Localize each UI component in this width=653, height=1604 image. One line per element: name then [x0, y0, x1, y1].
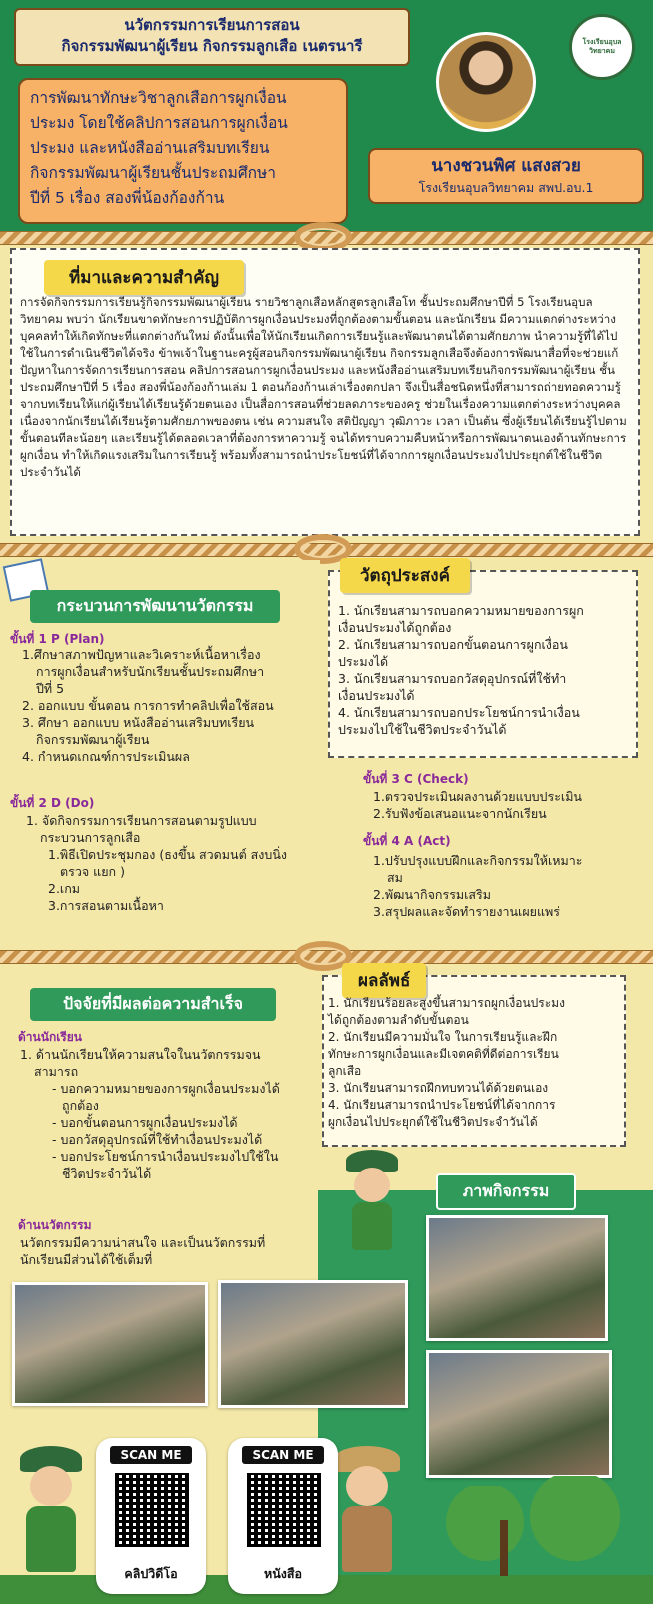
list-item: 1. จัดกิจกรรมการเรียนการสอนตามรูปแบบ [26, 813, 257, 828]
list-item: 2.เกม [48, 881, 81, 896]
steps-check-act [345, 770, 645, 930]
factors-section [0, 972, 320, 1272]
qr-caption-book: หนังสือ [263, 1566, 303, 1581]
list-item: 1.ปรับปรุงแบบฝึกและกิจกรรมให้เหมาะ [373, 853, 583, 868]
scout-girl-illustration [342, 1150, 402, 1250]
list-item: ลูกเสือ [328, 1064, 362, 1078]
results-section [322, 971, 626, 1147]
step3-title: ขั้นที่ 3 C (Check) [363, 772, 469, 786]
list-item: สามารถ [34, 1064, 79, 1079]
background-section [10, 248, 640, 536]
qr-code-video[interactable] [112, 1470, 192, 1550]
scout-girl-left-illustration [14, 1446, 88, 1572]
factors-heading: ปัจจัยที่มีผลต่อความสำเร็จ [30, 988, 276, 1021]
scout-face-icon [346, 1466, 388, 1506]
list-item: นักเรียนมีส่วนได้ใช้เต็มที่ [20, 1252, 153, 1267]
list-item: 2.รับฟังข้อเสนอแนะจากนักเรียน [373, 806, 547, 821]
tree-icon [520, 1476, 630, 1576]
list-item: 3.การสอนตามเนื้อหา [48, 898, 164, 913]
list-item: 2. ออกแบบ ขั้นตอน การการทำคลิปเพื่อใช้สอน [22, 698, 274, 713]
scan-me-label: SCAN ME [242, 1446, 324, 1464]
tree-icon [440, 1486, 530, 1576]
tree-trunk-icon [500, 1520, 508, 1576]
scout-face-icon [354, 1168, 390, 1202]
step1-list [22, 646, 312, 765]
list-item: 3. นักเรียนสามารถฝึกทบทวนได้ด้วยตนเอง [328, 1081, 549, 1095]
list-item: - บอกขั้นตอนการผูกเงื่อนประมงได้ [52, 1115, 238, 1130]
activity-photo [426, 1350, 612, 1478]
step1-title: ขั้นที่ 1 P (Plan) [10, 632, 105, 646]
list-item: 2. นักเรียนสามารถบอกขั้นตอนการผูกเงื่อน [338, 637, 568, 652]
factors-innovation-list [20, 1234, 316, 1268]
process-section [0, 560, 320, 930]
step2-list [26, 812, 316, 914]
subtitle-line: ประมง โดยใช้คลิปการสอนการผูกเงื่อน [30, 114, 288, 132]
list-item: ทักษะการผูกเงื่อนและมีเจตคติที่ดีต่อการเรียน [328, 1047, 559, 1061]
activity-photo [426, 1215, 608, 1341]
factors-innovation-title: ด้านนวัตกรรม [18, 1218, 92, 1232]
scan-me-label: SCAN ME [110, 1446, 192, 1464]
list-item: 3.สรุปผลและจัดทำรายงานเผยแพร่ [373, 904, 560, 919]
subtitle-line: กิจกรรมพัฒนาผู้เรียนชั้นประถมศึกษา [30, 164, 276, 182]
header-banner [0, 0, 653, 235]
subtitle-line: ประมง และหนังสืออ่านเสริมบทเรียน [30, 139, 270, 157]
list-item: 1. ด้านนักเรียนให้ความสนใจในนวัตกรรมจน [20, 1047, 261, 1062]
list-item: 1.ตรวจประเมินผลงานด้วยแบบประเมิน [373, 789, 582, 804]
list-item: ประมงไปใช้ในชีวิตประจำวันได้ [338, 722, 507, 737]
list-item: กิจกรรมพัฒนาผู้เรียน [36, 732, 150, 747]
factors-students-list [20, 1046, 316, 1182]
results-heading: ผลลัพธ์ [342, 963, 426, 998]
scout-boy-illustration [330, 1446, 404, 1572]
qr-caption-video: คลิปวิดีโอ [124, 1566, 178, 1581]
background-text: การจัดกิจกรรมการเรียนรู้กิจกรรมพัฒนาผู้เรียน รายวิชาลูกเสือหลักสูตรลูกเสือโท ชั้นประถมศึกษาปีที่ 5 โรงเรียนอุบลวิทยาคม พบว่า นักเรียนขาดทักษะการปฏิบัติการผูกเงื่อนประมงที่ถูกต้องตามขั้นตอน และนักเรียน มีความแตกต่างระหว่างบุคคลทำให้เกิดทักษะที่แตกต่างกันใหม่ ดังนั้นเพื่อให้นักเรียนเกิดการเรียนรู้และพัฒนาตนได้ตามศักยภาพ นำความรู้ที่ได้ไปใช้ในการดำเนินชีวิตได้จริง ข้าพเจ้าในฐานะครูผู้สอนกิจกรรมพัฒนาผู้เรียน กิจกรรมลูกเสือจึงต้องการพัฒนาสื่อที่จะช่วยแก้ปัญหาในการจัดการเรียนการสอน คลิปการสอนการผูกเงื่อนประมง และหนังสืออ่านเสริมบทเรียนกิจกรรมพัฒนาผู้เรียน ชั้นประถมศึกษาปีที่ 5 เรื่อง สองพี่น้องก้องก้านเล่ม 1 ตอนก้องก้านเล่าเรื่องตกปลา จึงเป็นสื่อชนิดหนึ่งที่สามารถถ่ายทอดความรู้จากบทเรียนให้แก่ผู้เรียนได้เรียนรู้ด้วยตนเอง เป็นสื่อการสอนที่ช่วยลดภาระของครู ช่วยในเรื่องความแตกต่างระหว่างบุคคล เนื่องจากนักเรียนได้เรียนรู้ตามศักยภาพของตน เช่น ความสนใจ สติปัญญา วุฒิภาวะ เวลา เป็นต้น ซึ่งผู้เรียนได้เรียนรู้ไปตามขั้นตอนทีละน้อยๆ และเรียนรู้ได้ตลอดเวลาที่ต้องการหาความรู้ จนได้ทราบความคืบหน้าหรือการพัฒนาตนเองด้านทักษะการผูกเงื่อน ทำให้เกิดแรงเสริมในการเรียนรู้ พร้อมทั้งสามารถนำประโยชน์ที่ได้จากการผูกเงื่อนประมงไปประยุกต์ใช้ในชีวิตประจำวันได้ [20, 295, 627, 479]
list-item: 2.พัฒนากิจกรรมเสริม [373, 887, 492, 902]
list-item: - บอกประโยชน์การนำเงื่อนประมงไปใช้ใน [52, 1149, 279, 1164]
list-item: สม [387, 870, 403, 885]
list-item: ชีวิตประจำวันได้ [62, 1166, 152, 1181]
list-item: 3. ศึกษา ออกแบบ หนังสืออ่านเสริมบทเรียน [22, 715, 255, 730]
school-logo-text: โรงเรียนอุบลวิทยาคม [582, 38, 622, 55]
subtitle-line: ปีที่ 5 เรื่อง สองพี่น้องก้องก้าน [30, 189, 225, 207]
list-item: เงื่อนประมงได้ [338, 688, 415, 703]
list-item: - บอกความหมายของการผูกเงื่อนประมงได้ [52, 1081, 280, 1096]
process-heading: กระบวนการพัฒนานวัตกรรม [30, 590, 280, 623]
list-item: ถูกต้อง [62, 1098, 99, 1113]
list-item: กระบวนการลูกเสือ [40, 830, 141, 845]
list-item: ได้ถูกต้องตามลำดับขั้นตอน [328, 1013, 469, 1027]
subtitle-line: การพัฒนาทักษะวิชาลูกเสือการผูกเงื่อน [30, 89, 287, 107]
activity-photo [218, 1280, 408, 1408]
list-item: ประมงได้ [338, 654, 389, 669]
list-item: 4. นักเรียนสามารถบอกประโยชน์การนำเงื่อน [338, 705, 580, 720]
step3-list [373, 788, 643, 822]
scout-face-icon [30, 1466, 72, 1506]
school-logo [569, 14, 635, 80]
activity-heading: ภาพกิจกรรม [436, 1173, 576, 1210]
title-line-1: นวัตกรรมการเรียนการสอน [124, 16, 300, 34]
scout-body-icon [352, 1202, 392, 1250]
step2-title: ขั้นที่ 2 D (Do) [10, 796, 95, 810]
author-name: นางชวนพิศ แสงสวย [431, 156, 581, 176]
list-item: นวัตกรรมมีความน่าสนใจ และเป็นนวัตกรรมที่ [20, 1235, 266, 1250]
qr-code-book[interactable] [244, 1470, 324, 1550]
scout-body-icon [342, 1506, 392, 1572]
objectives-section [328, 566, 638, 758]
objectives-heading: วัตถุประสงค์ [340, 558, 470, 593]
subtitle-box [18, 78, 348, 224]
factors-students-title: ด้านนักเรียน [18, 1030, 82, 1044]
list-item: ปีที่ 5 [36, 681, 65, 696]
list-item: ตรวจ แยก ) [60, 864, 125, 879]
list-item: การผูกเงื่อนสำหรับนักเรียนชั้นประถมศึกษา [36, 664, 265, 679]
list-item: 1. นักเรียนร้อยละสูงขึ้นสามารถผูกเงื่อนประมง [328, 996, 565, 1010]
background-heading: ที่มาและความสำคัญ [44, 260, 244, 295]
results-list [328, 995, 624, 1131]
author-school: โรงเรียนอุบลวิทยาคม สพป.อบ.1 [418, 180, 594, 195]
scout-body-icon [26, 1506, 76, 1572]
main-title-box [14, 8, 410, 66]
step4-list [373, 852, 643, 920]
list-item: 2. นักเรียนมีความมั่นใจ ในการเรียนรู้และฝึก [328, 1030, 558, 1044]
list-item: 4. กำหนดเกณฑ์การประเมินผล [22, 749, 190, 764]
list-item: 1. นักเรียนสามารถบอกความหมายของการผูก [338, 603, 584, 618]
list-item: 1.ศึกษาสภาพปัญหาและวิเคราะห์เนื้อหาเรื่อง [22, 647, 261, 662]
author-box [368, 148, 644, 204]
list-item: เงื่อนประมงได้ถูกต้อง [338, 620, 452, 635]
title-line-2: กิจกรรมพัฒนาผู้เรียน กิจกรรมลูกเสือ เนตรนารี [61, 37, 363, 55]
list-item: 1.พิธีเปิดประชุมกอง (ธงขึ้น สวดมนต์ สงบนิ่ง [48, 847, 287, 862]
list-item: ผูกเงื่อนไปประยุกต์ใช้ในชีวิตประจำวันได้ [328, 1115, 538, 1129]
activity-photo [12, 1282, 208, 1406]
list-item: 3. นักเรียนสามารถบอกวัสดุอุปกรณ์ที่ใช้ทำ [338, 671, 567, 686]
step4-title: ขั้นที่ 4 A (Act) [363, 834, 451, 848]
author-photo [436, 32, 536, 132]
list-item: 4. นักเรียนสามารถนำประโยชน์ที่ได้จากการ [328, 1098, 556, 1112]
list-item: - บอกวัสดุอุปกรณ์ที่ใช้ทำเงื่อนประมงได้ [52, 1132, 263, 1147]
qr-card-book[interactable] [228, 1438, 338, 1594]
objectives-list [338, 602, 634, 738]
qr-card-video[interactable] [96, 1438, 206, 1594]
